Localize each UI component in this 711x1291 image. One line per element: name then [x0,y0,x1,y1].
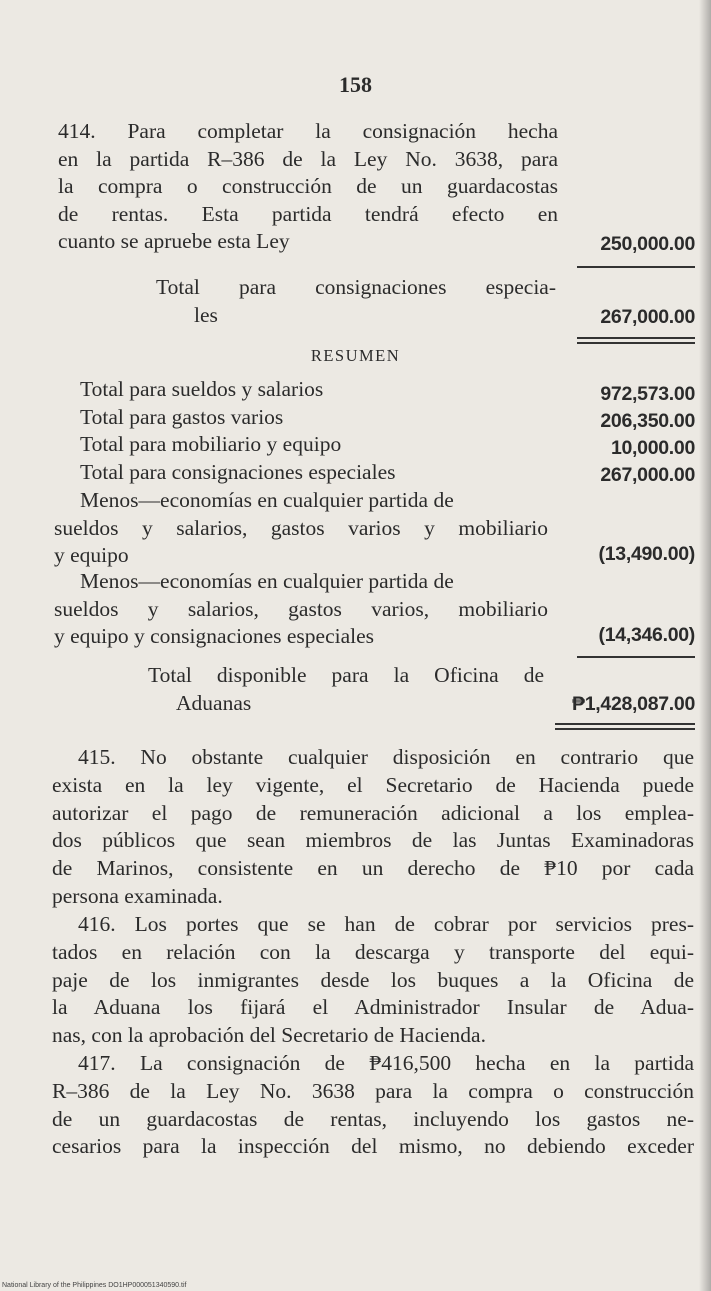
item-416-paragraph [52,911,694,1050]
item-414-amount: 250,000.00 [600,233,695,255]
item-417-paragraph [52,1050,694,1161]
page-number: 158 [339,72,372,97]
item-416-line: tados en relación con la descarga y transporte del equi- [52,939,694,964]
menos-1-line2: sueldos y salarios, gastos varios y mobiliario [54,515,548,540]
subtotal-rule [577,266,695,268]
item-414-line: en la partida R–386 de la Ley No. 3638, para [58,146,558,171]
item-417-line: de un guardacostas de rentas, incluyendo los gastos ne- [52,1106,694,1131]
item-417-line: 417. La consignación de ₱416,500 hecha en la partida [78,1051,694,1075]
resumen-row [80,376,550,404]
total-especiales-block [156,274,556,329]
resumen-row-amount: 206,350.00 [600,410,695,432]
total-especiales-line1: Total para consignaciones especia- [156,275,556,299]
item-415-paragraph [52,744,694,911]
resumen-heading: RESUMEN [310,346,401,365]
menos-2-block [54,568,548,651]
item-417-line: cesarios para la inspección del mismo, no debiendo exceder [52,1134,694,1159]
total-especiales-text: les [194,302,218,327]
menos-1-line1: Menos—economías en cualquier partida de [80,488,454,512]
item-414-line: de rentas. Esta partida tendrá efecto en [58,201,558,226]
total-disponible-amount: ₱1,428,087.00 [572,693,695,715]
item-414-last-text: cuanto se apruebe esta Ley [58,229,290,253]
resumen-row-label: Total para gastos varios [80,404,284,429]
resumen-row-amount: 267,000.00 [600,464,695,486]
item-414-line: la compra o construcción de un guardacostas [58,174,558,198]
item-415-line: autorizar el pago de remuneración adicional a los emplea- [52,800,694,825]
scan-footer: National Library of the Philippines DO1HP000051340590.tif [2,1282,187,1289]
total-disponible-text: Aduanas [176,690,252,715]
item-415-line: de Marinos, consistente en un derecho de ₱10 por cada [52,856,694,881]
item-415-line: 415. No obstante cualquier disposición en contrario que [78,745,694,769]
resumen-row-label: Total para mobiliario y equipo [80,432,342,456]
menos-2-line2: sueldos y salarios, gastos varios, mobiliario [54,596,548,621]
total-especiales-amount: 267,000.00 [600,306,695,328]
resumen-row [80,404,550,432]
menos-1-block [54,487,548,570]
menos-1-text: y equipo [54,543,129,567]
item-415-line: persona examinada. [52,883,223,908]
total-especiales-line2 [156,302,556,330]
resumen-rows [80,376,550,486]
item-415-line: dos públicos que sean miembros de las Juntas Examinadoras [52,828,694,853]
subtotal-rule [577,656,695,658]
double-rule [555,723,695,730]
item-416-line: paje de los inmigrantes desde los buques a la Oficina de [52,967,694,992]
resumen-row [80,431,550,459]
total-disponible-line2 [148,690,544,718]
item-415-line: exista en la ley vigente, el Secretario de Hacienda puede [52,772,694,797]
menos-2-text: y equipo y consignaciones especiales [54,624,375,648]
total-disponible-block [148,662,544,717]
total-disponible-line1: Total disponible para la Oficina de [148,663,544,687]
double-rule [577,337,695,344]
item-414-line: 414. Para completar la consignación hecha [58,119,558,143]
item-416-line: la Aduana los fijará el Administrador Insular de Adua- [52,995,694,1020]
menos-1-amount: (13,490.00) [598,543,695,565]
item-414-paragraph [58,118,558,256]
page-edge-shadow [699,0,711,1291]
item-416-line: nas, con la aprobación del Secretario de Hacienda. [52,1023,486,1048]
resumen-row [80,459,550,487]
resumen-row-label: Total para consignaciones especiales [80,459,396,484]
item-417-line: R–386 de la Ley No. 3638 para la compra o construcción [52,1078,694,1103]
menos-2-amount: (14,346.00) [598,624,695,646]
item-414-last-line [58,228,558,256]
resumen-row-amount: 972,573.00 [600,383,695,405]
menos-2-line1: Menos—economías en cualquier partida de [80,569,454,593]
menos-2-line3 [54,623,548,651]
resumen-row-label: Total para sueldos y salarios [80,377,324,401]
resumen-row-amount: 10,000.00 [610,437,695,459]
menos-1-line3 [54,542,548,570]
item-416-line: 416. Los portes que se han de cobrar por servicios pres- [78,912,694,936]
